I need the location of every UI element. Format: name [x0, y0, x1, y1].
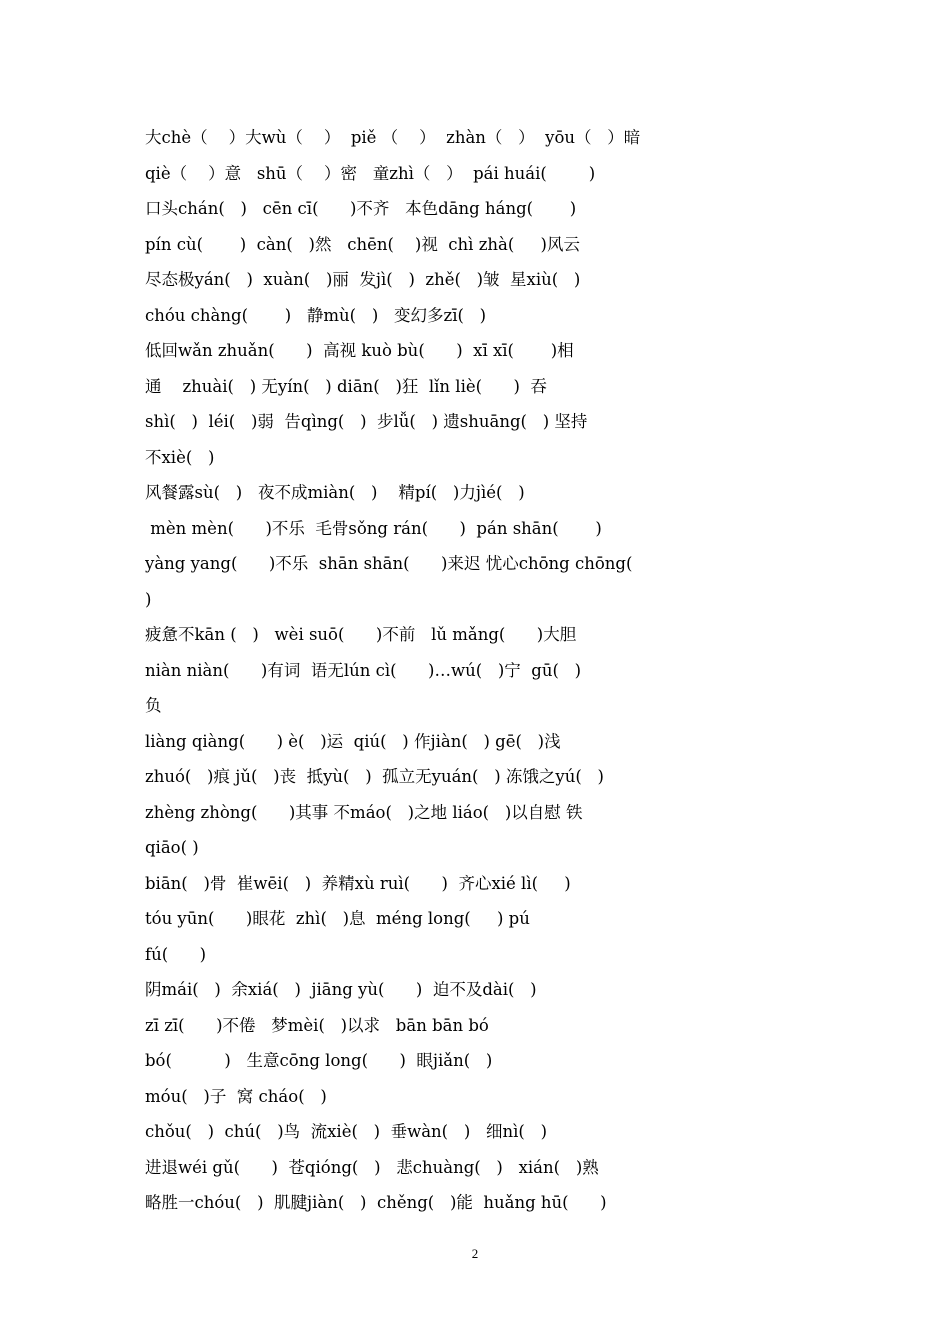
text-line: 风餐露sù( ) 夜不成miàn( ) 精pí( )力jìé( ) [145, 483, 525, 502]
exercise-text [145, 120, 815, 1221]
text-line: 尽态极yán( ) xuàn( )丽 发jì( ) zhě( )皱 星xiù( ) [145, 270, 581, 289]
text-line: 低回wǎn zhuǎn( ) 高视 kuò bù( ) xī xī( )相 [145, 341, 574, 360]
text-line: zhuó( )痕 jǔ( )丧 抵yù( ) 孤立无yuán( ) 冻饿之yú( ) [145, 767, 604, 786]
text-line: móu( )子 窝 cháo( ) [145, 1086, 327, 1106]
text-line: 通 zhuài( ) 无yín( ) diān( )狂 lǐn liè( ) 吞 [145, 376, 547, 396]
text-line: liàng qiàng( ) è( )运 qiú( ) 作jiàn( ) gē( )浅 [145, 731, 561, 751]
text-line: 进退wéi gǔ( ) 苍qióng( ) 悲chuàng( ) xián( )熟 [145, 1157, 599, 1177]
text-line: niàn niàn( )有词 语无lún cì( )…wú( )宁 gū( ) [145, 660, 582, 680]
text-line: 口头chán( ) cēn cī( )不齐 本色dāng háng( ) [145, 199, 577, 218]
text-line: chǒu( ) chú( )鸟 流xiè( ) 垂wàn( ) 细nì( ) [145, 1122, 548, 1141]
text-line: 负 [145, 696, 162, 715]
text-line: yàng yang( )不乐 shān shān( )来迟 忧心chōng chōng( [145, 554, 633, 573]
text-line: shì( ) léi( )弱 告qìng( ) 步lǚ( ) 遗shuāng( ) 坚持 [145, 412, 588, 431]
text-line: 疲惫不kān ( ) wèi suō( )不前 lǔ mǎng( )大胆 [145, 625, 577, 644]
text-line: 阴mái( ) 余xiá( ) jiāng yù( ) 迫不及dài( ) [145, 980, 537, 999]
text-line: zhèng zhòng( )其事 不máo( )之地 liáo( )以自慰 铁 [145, 802, 583, 822]
text-line: ) [145, 589, 152, 609]
text-line: pín cù( ) càn( )然 chēn( )视 chì zhà( )风云 [145, 234, 580, 254]
text-line: biān( )骨 崔wēi( ) 养精xù ruì( ) 齐心xié lì( ) [145, 873, 571, 893]
text-line: 大chè（ ）大wù（ ） piě （ ） zhàn（ ） yōu（ ）暗 [145, 128, 641, 147]
page-number: 2 [471, 1246, 479, 1261]
text-line: chóu chàng( ) 静mù( ) 变幻多zī( ) [145, 305, 487, 325]
text-line: 不xiè( ) [145, 447, 215, 467]
text-line: bó( ) 生意cōng long( ) 眼jiǎn( ) [145, 1051, 493, 1070]
text-line: zī zī( )不倦 梦mèi( )以求 bān bān bó [145, 1015, 489, 1035]
text-line: mèn mèn( )不乐 毛骨sǒng rán( ) pán shān( ) [145, 518, 602, 538]
text-line: qiāo( ) [145, 838, 199, 857]
text-line: 略胜一chóu( ) 肌腱jiàn( ) chěng( )能 huǎng hū( ) [145, 1193, 607, 1212]
text-line: qiè（ ）意 shū（ ）密 童zhì（ ） pái huái( ) [145, 163, 596, 183]
text-line: fú( ) [145, 944, 207, 964]
text-line: tóu yūn( )眼花 zhì( )息 méng long( ) pú [145, 909, 530, 928]
